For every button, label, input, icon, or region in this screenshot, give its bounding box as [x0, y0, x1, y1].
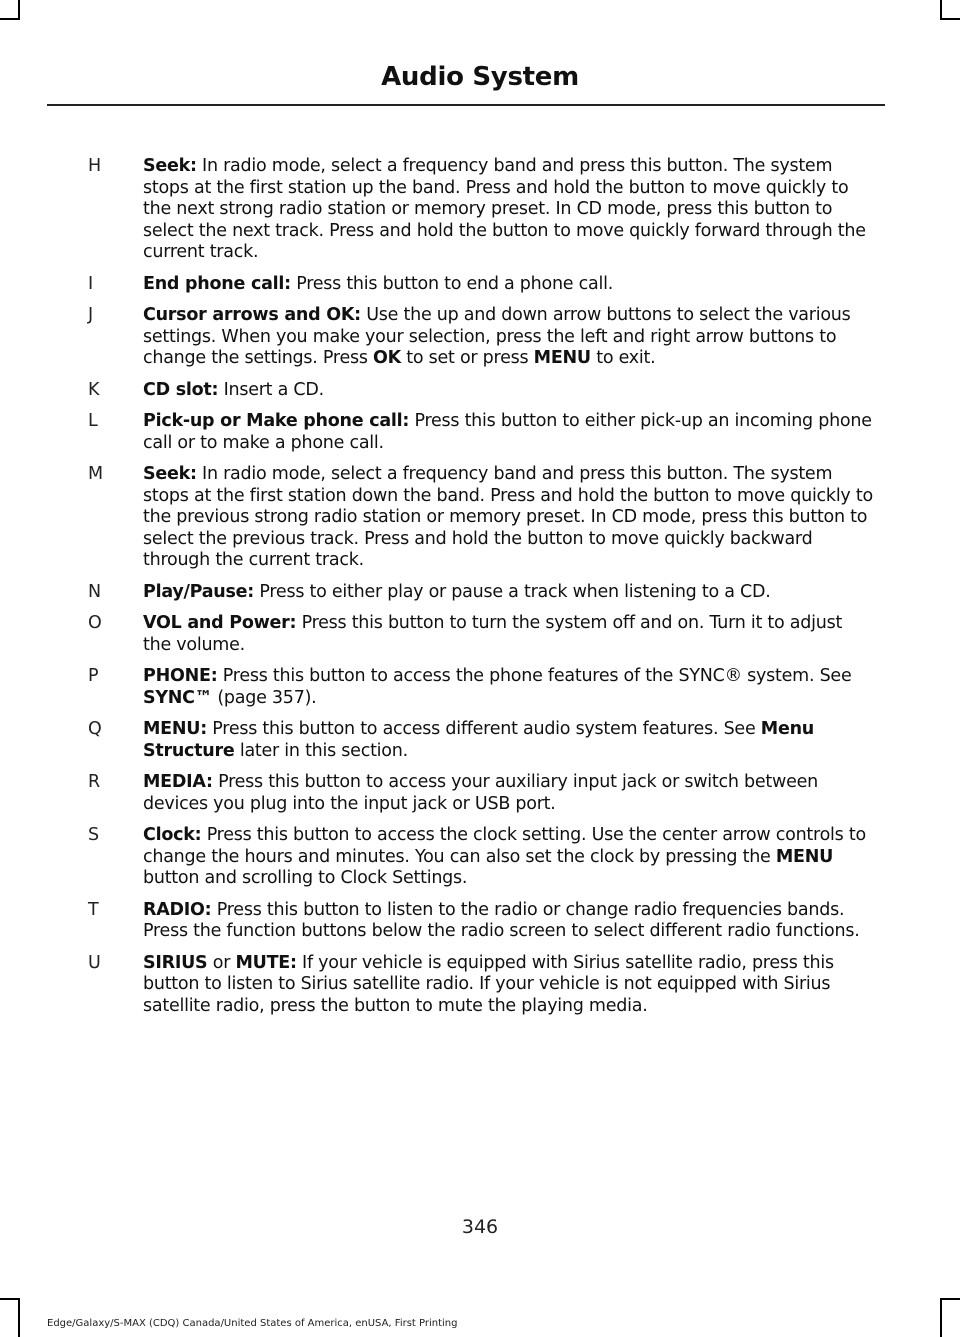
description-text: or	[207, 952, 236, 973]
item-key: R	[88, 772, 101, 792]
bold-term: Menu Structure	[143, 719, 814, 761]
bold-term: MENU:	[143, 719, 207, 739]
description-text: to exit.	[590, 348, 656, 368]
list-item	[0, 156, 960, 264]
crop-mark-top-left-v	[18, 0, 20, 18]
list-item	[0, 380, 960, 402]
crop-mark-bottom-left-v	[18, 1300, 20, 1337]
description-text: Press this button to access the phone features of the SYNC® system. See	[217, 666, 852, 686]
item-description	[143, 464, 874, 572]
bold-term: Cursor arrows and OK:	[143, 305, 361, 325]
footer-edition-text: Edge/Galaxy/S-MAX (CDQ) Canada/United States of America, enUSA, First Printing	[47, 1318, 458, 1329]
item-description	[143, 772, 874, 815]
crop-mark-top-right-v	[940, 0, 942, 18]
bold-term: PHONE:	[143, 666, 218, 686]
bold-term: Seek:	[143, 464, 197, 484]
item-key: J	[88, 305, 94, 325]
list-item	[0, 953, 960, 1018]
description-text: Press this button to access your auxiliary input jack or switch between devices you plug into the input jack or USB port.	[143, 772, 818, 814]
item-key: T	[88, 899, 99, 920]
item-description	[143, 719, 874, 762]
description-text: (page 357).	[212, 687, 317, 708]
description-text: to set or press	[400, 348, 534, 368]
description-text: In radio mode, select a frequency band and press this button. The system stops at the first station down the band. Press and hold the button to move quickly to the previous strong radio station or memory preset. In CD mode, press this button to select the previous track. Press and hold the button to move quickly backward through the current track.	[143, 464, 873, 570]
crop-mark-top-left-h	[0, 18, 20, 20]
bold-term: MUTE:	[235, 952, 297, 973]
item-key: Q	[88, 719, 102, 739]
description-text: Press this button to listen to the radio or change radio frequencies bands. Press the function buttons below the radio screen to select different radio functions.	[143, 899, 860, 941]
bold-term: SIRIUS	[143, 952, 208, 973]
item-key: H	[88, 156, 102, 176]
crop-mark-top-right-h	[940, 18, 960, 20]
description-text: In radio mode, select a frequency band and press this button. The system stops at the first station up the band. Press and hold the button to move quickly to the next strong radio station or memory preset. In CD mode, press this button to select the next track. Press and hold the button to move quickly forward through the current track.	[143, 156, 866, 262]
item-key: U	[88, 952, 101, 973]
item-description	[143, 582, 874, 604]
item-description	[143, 380, 874, 402]
item-description	[143, 900, 874, 943]
crop-mark-bottom-left-h	[0, 1298, 20, 1300]
page-number: 346	[461, 1216, 499, 1238]
crop-mark-bottom-right-v	[940, 1300, 942, 1337]
list-item	[0, 719, 960, 762]
item-description	[143, 825, 874, 890]
page-title: Audio System	[381, 62, 579, 92]
description-text: button and scrolling to Clock Settings.	[143, 868, 468, 888]
item-description	[143, 411, 874, 454]
item-description	[143, 953, 874, 1018]
description-text: later in this section.	[234, 740, 408, 761]
item-list	[0, 156, 960, 1027]
item-key: M	[88, 464, 104, 484]
bold-term: SYNC™	[143, 687, 213, 708]
description-text: Press this button to turn the system off and on. Turn it to adjust the volume.	[143, 613, 843, 655]
bold-term: MENU	[533, 348, 591, 368]
bold-term: Play/Pause:	[143, 581, 255, 602]
list-item	[0, 464, 960, 572]
item-key: O	[88, 613, 102, 633]
list-item	[0, 274, 960, 296]
list-item	[0, 411, 960, 454]
list-item	[0, 772, 960, 815]
bold-term: MENU	[775, 846, 834, 867]
description-text: Press this button to end a phone call.	[290, 273, 614, 294]
description-text: Press this button to access the clock setting. Use the center arrow controls to change the hours and minutes. You can also set the clock by pressing the	[143, 825, 866, 867]
list-item	[0, 305, 960, 370]
bold-term: MEDIA:	[143, 772, 213, 792]
description-text: Press to either play or pause a track when listening to a CD.	[254, 581, 771, 602]
list-item	[0, 666, 960, 709]
bold-term: CD slot:	[143, 379, 219, 400]
description-text: Insert a CD.	[218, 379, 324, 400]
item-key: N	[88, 581, 102, 602]
description-text: Use the up and down arrow buttons to select the various settings. When you make your selection, press the left and right arrow buttons to change the settings. Press	[143, 305, 851, 368]
item-description	[143, 666, 874, 709]
item-key: I	[88, 273, 94, 294]
description-text: Press this button to either pick-up an incoming phone call or to make a phone call.	[143, 411, 872, 453]
item-key: L	[88, 411, 98, 431]
list-item	[0, 900, 960, 943]
header-divider	[47, 104, 885, 106]
item-description	[143, 613, 874, 656]
item-key: P	[88, 666, 99, 686]
item-description	[143, 305, 874, 370]
list-item	[0, 613, 960, 656]
item-description	[143, 156, 874, 264]
bold-term: RADIO:	[143, 899, 212, 920]
bold-term: Clock:	[143, 825, 202, 845]
list-item	[0, 582, 960, 604]
bold-term: VOL and Power:	[143, 613, 297, 633]
list-item	[0, 825, 960, 890]
item-key: S	[88, 825, 100, 845]
description-text: Press this button to access different audio system features. See	[206, 719, 761, 739]
description-text: If your vehicle is equipped with Sirius satellite radio, press this button to listen to Sirius satellite radio. If your vehicle is not equipped with Sirius satellite radio, press the button to mute the playing media.	[143, 952, 834, 1016]
bold-term: Pick-up or Make phone call:	[143, 411, 410, 431]
crop-mark-bottom-right-h	[940, 1298, 960, 1300]
item-key: K	[88, 379, 100, 400]
bold-term: OK	[373, 348, 401, 368]
item-description	[143, 274, 874, 296]
bold-term: End phone call:	[143, 273, 291, 294]
bold-term: Seek:	[143, 156, 197, 176]
